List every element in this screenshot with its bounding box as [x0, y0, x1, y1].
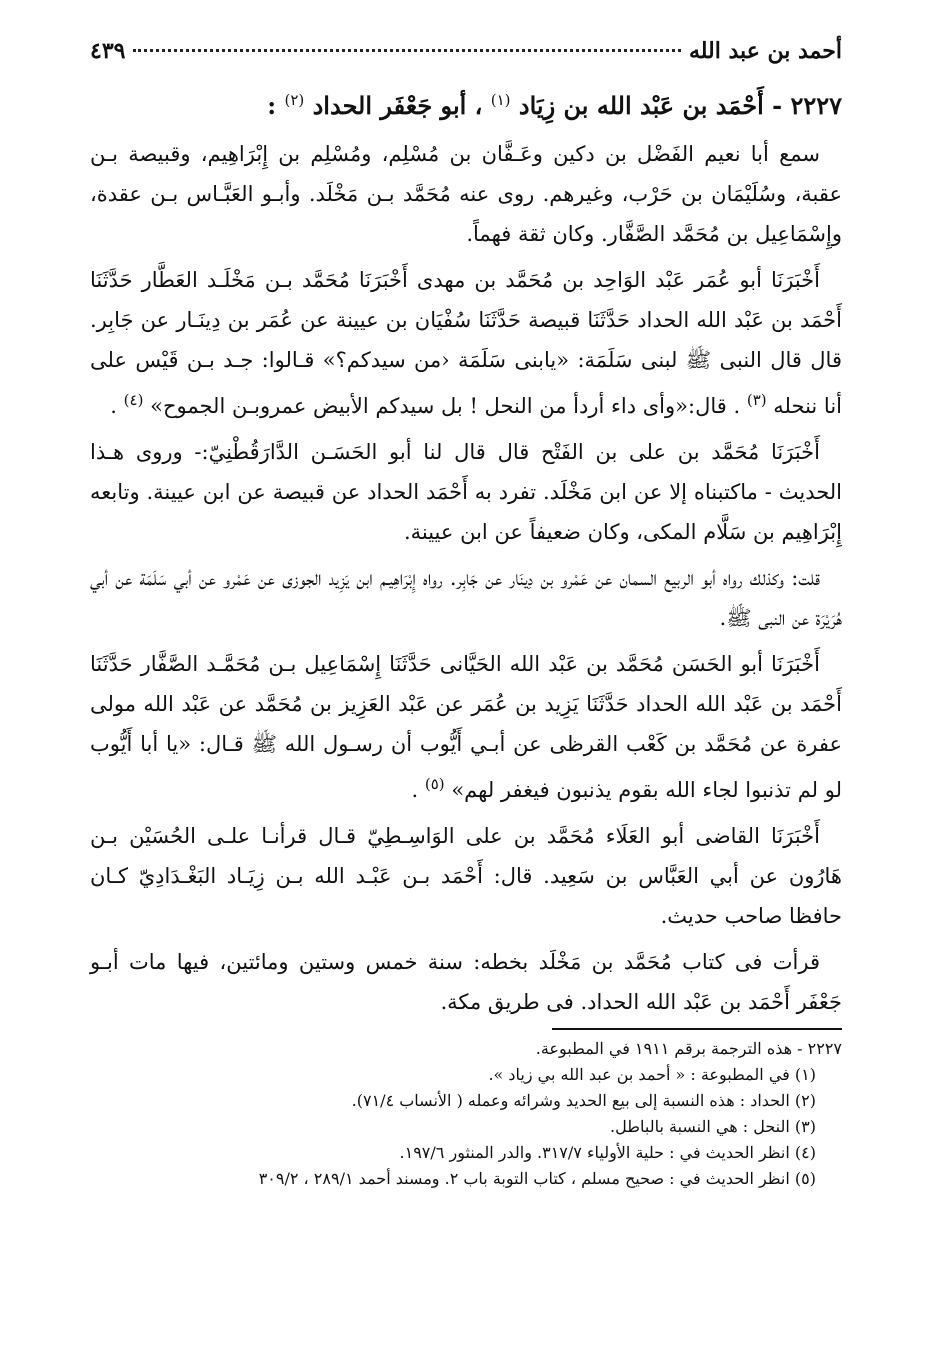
footnote-marker: (١)	[490, 91, 511, 109]
paragraph	[90, 260, 842, 426]
footnote-separator	[552, 1028, 842, 1030]
footnotes	[90, 1036, 842, 1192]
running-head	[90, 38, 842, 78]
running-head-title: أحمد بن عبد الله	[688, 38, 842, 64]
paragraph	[90, 432, 842, 552]
page-number: ٤٣٩	[90, 38, 126, 64]
entry-heading-name: ٢٢٢٧ - أَحْمَد بن عَبْد الله بن زِيَاد	[518, 91, 842, 120]
paragraph-text: .	[110, 394, 117, 418]
paragraph-text: سمع أبا نعيم الفَضْل بن دكين وعَـفَّان بن مُسْلِم، ومُسْلِم بن إِبْرَاهِيم، وقبيصة بـن عقبة، وسُلَيْمَان بن حَرْب، وغيرهم. روى عنه مُحَمَّد بـن مَخْلَد. وأبـو العَبَّـاس بـن عقدة، وإِسْمَاعِيل بن مُحَمَّد الصَّفَّار. وكان ثقة فهماً.	[90, 142, 842, 246]
paragraph	[90, 558, 842, 638]
entry-heading-kunya: ، أبو جَعْفَر الحداد	[312, 91, 483, 120]
footnote: (٣) النحل : هي النسبة بالباطل.	[610, 1117, 816, 1136]
paragraph-text: أَخْبَرَنَا أبو عُمَر عَبْد الوَاحِد بن مُحَمَّد بن مهدى أَخْبَرَنَا مُحَمَّد بـن مَخْلَـد العَطَّار حَدَّثَنَا أَحْمَد بن عَبْد الله الحداد حَدَّثَنَا قبيصة حَدَّثَنَا سُفْيَان بن عيينة عن عُمَر بن دِينَـار عن جَابِر. قال قال النبى ﷺ لبنى سَلَمَة: «يابنى سَلَمَة ‹من سيدكم؟» قـالوا: جـد بـن قَيْس على أنا ننحله	[90, 268, 842, 418]
paragraph-text: أَخْبَرَنَا أبو الحَسَن مُحَمَّد بن عَبْد الله الحَيَّانى حَدَّثَنَا إِسْمَاعِيل بـن مُحَمَّـد الصَّفَّار حَدَّثَنَا أَحْمَد بن عَبْد الله الحداد حَدَّثَنَا يَزِيد بن عُمَر عن عَبْد العَزِيز بن مُحَمَّد عن عَبْد الله مولى عفرة عن مُحَمَّد بن كَعْب القرظى عن أبـي أَيُّوب أن رسـول الله ﷺ قـال: «يا أبا أَيُّوب لو لم تذنبوا لجاء الله بقوم يذنبون فيغفر لهم»	[90, 652, 842, 802]
footnote: ٢٢٢٧ - هذه الترجمة برقم ١٩١١ في المطبوعة.	[535, 1039, 842, 1058]
running-head-leader-dots	[133, 49, 681, 52]
paragraph-text: قرأت فى كتاب مُحَمَّد بن مَخْلَد بخطه: سنة خمس وستين ومائتين، فيها مات أبـو جَعْفَر أَحْمَد بن عَبْد الله الحداد. فى طريق مكة.	[90, 950, 842, 1014]
paragraph	[90, 134, 842, 254]
paragraph-text: أَخْبَرَنَا القاضى أبو العَلَاء مُحَمَّد بن على الوَاسِـطِيّ قـال قرأنـا علـى الحُسَيْن بـن هَارُون عن أبي العَبَّاس بن سَعِيد. قال: أَحْمَد بـن عَبْـد الله بـن زِيَـاد البَغْـدَادِيّ كـان حافظا صاحب حديث.	[90, 824, 842, 928]
entry-heading	[90, 80, 842, 126]
footnote: (١) في المطبوعة : « أحمد بن عبد الله بي زياد ».	[488, 1065, 816, 1084]
footnote: (٥) انظر الحديث في : صحيح مسلم ، كتاب التوبة باب ٢. ومسند أحمد ٢٨٩/١ ، ٣٠٩/٢	[258, 1169, 816, 1188]
paragraph	[90, 816, 842, 936]
footnote-marker: (٣)	[746, 391, 767, 409]
book-page	[90, 38, 842, 1338]
footnote-marker: (٥)	[424, 775, 445, 793]
paragraph-text: .	[411, 778, 419, 802]
paragraph	[90, 644, 842, 810]
paragraph-text: . قال:«وأى داء أردأ من النحل ! بل سيدكم الأبيض عمروبـن الجموح»	[150, 394, 741, 418]
paragraph-text: قلت: وكذلك رواه أبو الربيع السمان عن عَمْرو بن دِينَار عن جَابِر. رواه إِبْرَاهِيـم ابن يَزِيد الجوزى عن عَمْرو عن أبي سَلَمَة عن أبي هُرَيْرَة عن النبى ﷺ.	[90, 566, 842, 630]
footnote-marker: (٢)	[284, 91, 305, 109]
footnote-marker: (٤)	[123, 391, 144, 409]
paragraph	[90, 942, 842, 1022]
footnote: (٤) انظر الحديث في : حلية الأولياء ٣١٧/٧. والدر المنثور ١٩٧/٦.	[399, 1143, 816, 1162]
entry-heading-colon: :	[267, 91, 277, 120]
footnote: (٢) الحداد : هذه النسبة إلى بيع الحديد وشرائه وعمله ( الأنساب ٧١/٤).	[351, 1091, 816, 1110]
paragraph-text: أَخْبَرَنَا مُحَمَّد بن على بن الفَتْح قال قال لنا أبو الحَسَـن الدَّارَقُطْنِيّ:- وروى هـذا الحديث - ماكتبناه إلا عن ابن مَخْلَد. تفرد به أَحْمَد الحداد عن قبيصة عن ابن عيينة. وتابعه إِبْرَاهِيم بن سَلَّام المكى، وكان ضعيفاً عن ابن عيينة.	[90, 440, 842, 544]
